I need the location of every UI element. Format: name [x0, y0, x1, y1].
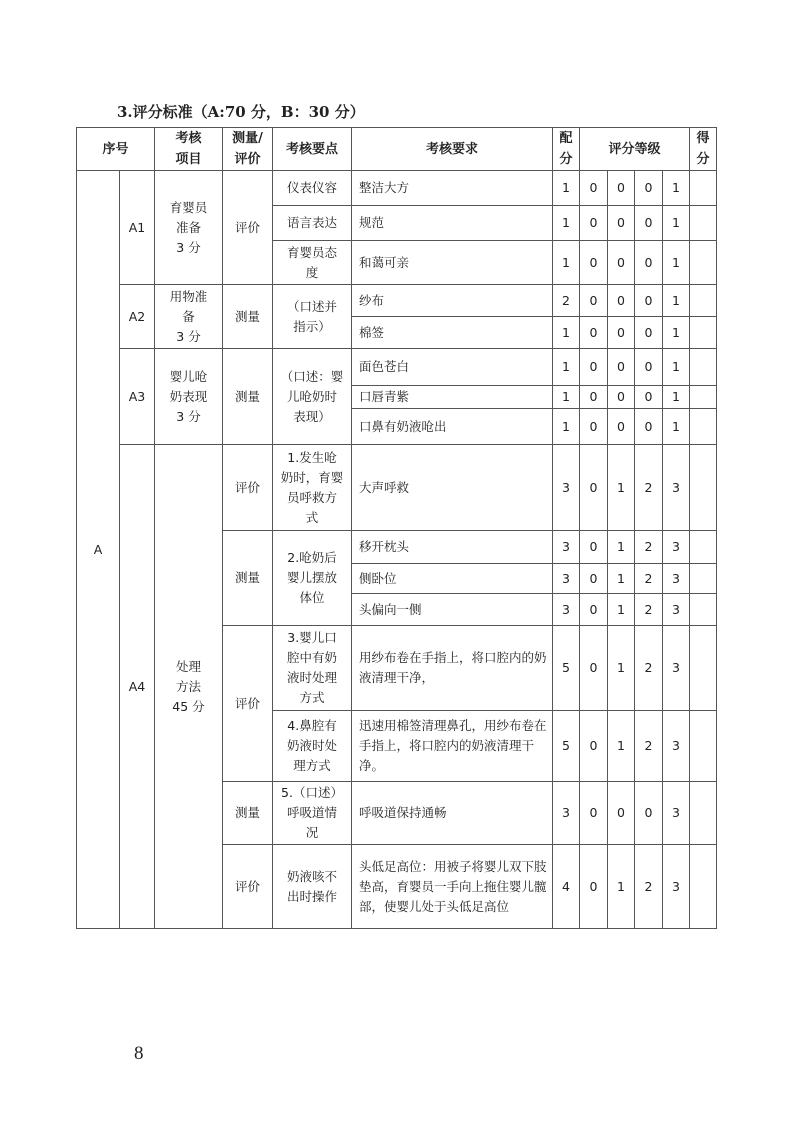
- score-cell: 1: [553, 386, 580, 409]
- grade-cell: 2: [635, 445, 663, 531]
- grade-cell: 0: [635, 285, 663, 317]
- grade-cell: 0: [635, 782, 663, 845]
- grade-cell: 3: [663, 626, 690, 711]
- grade-cell: 0: [635, 171, 663, 206]
- header-method: 测量/ 评价: [223, 128, 273, 171]
- score-cell: 1: [553, 409, 580, 445]
- point-cell: 育婴员态 度: [273, 241, 352, 285]
- point-cell: 3.婴儿口 腔中有奶 液时处理 方式: [273, 626, 352, 711]
- grade-cell: 0: [580, 626, 608, 711]
- grade-cell: 0: [608, 782, 635, 845]
- grade-cell: 2: [635, 711, 663, 782]
- grade-cell: 0: [580, 386, 608, 409]
- method-cell: 测量: [223, 782, 273, 845]
- grade-cell: 0: [580, 711, 608, 782]
- method-cell: 测量: [223, 285, 273, 349]
- grade-cell: 0: [580, 531, 608, 564]
- grade-cell: 2: [635, 845, 663, 929]
- point-cell: 1.发生呛 奶时，育婴 员呼救方 式: [273, 445, 352, 531]
- table-row: [77, 285, 717, 317]
- table-row: [77, 445, 717, 531]
- got-score-cell[interactable]: [690, 386, 717, 409]
- grade-cell: 0: [635, 409, 663, 445]
- score-cell: 2: [553, 285, 580, 317]
- grade-cell: 1: [608, 845, 635, 929]
- section-id: A4: [120, 445, 155, 929]
- method-cell: 评价: [223, 626, 273, 782]
- method-cell: 评价: [223, 445, 273, 531]
- grade-cell: 0: [608, 171, 635, 206]
- section-item: 婴儿呛 奶表现 3 分: [155, 349, 223, 445]
- grade-cell: 3: [663, 782, 690, 845]
- grade-cell: 1: [663, 241, 690, 285]
- group-cell: A: [77, 171, 120, 929]
- got-score-cell[interactable]: [690, 241, 717, 285]
- grade-cell: 0: [635, 241, 663, 285]
- grade-cell: 0: [580, 317, 608, 349]
- grade-cell: 0: [580, 349, 608, 386]
- got-score-cell[interactable]: [690, 317, 717, 349]
- section-title: 3.评分标准（A:70 分，B：30 分）: [117, 103, 365, 121]
- header-grade: 评分等级: [580, 128, 690, 171]
- requirement-cell: 头低足高位：用被子将婴儿双下肢垫高，育婴员一手向上拖住婴儿髋部，使婴儿处于头低足高位: [352, 845, 553, 929]
- header-row: [77, 128, 717, 171]
- got-score-cell[interactable]: [690, 445, 717, 531]
- grade-cell: 0: [580, 285, 608, 317]
- section-id: A2: [120, 285, 155, 349]
- method-cell: 测量: [223, 349, 273, 445]
- grade-cell: 0: [608, 285, 635, 317]
- section-item: 用物准 备 3 分: [155, 285, 223, 349]
- grade-cell: 1: [608, 531, 635, 564]
- requirement-cell: 侧卧位: [352, 564, 553, 594]
- grade-cell: 0: [580, 409, 608, 445]
- got-score-cell[interactable]: [690, 845, 717, 929]
- score-cell: 1: [553, 206, 580, 241]
- grade-cell: 0: [608, 317, 635, 349]
- score-cell: 3: [553, 445, 580, 531]
- requirement-cell: 面色苍白: [352, 349, 553, 386]
- header-seq: 序号: [77, 128, 155, 171]
- grade-cell: 2: [635, 626, 663, 711]
- grade-cell: 1: [663, 206, 690, 241]
- grade-cell: 2: [635, 531, 663, 564]
- grade-cell: 0: [580, 241, 608, 285]
- grade-cell: 1: [608, 564, 635, 594]
- point-cell: 2.呛奶后 婴儿摆放 体位: [273, 531, 352, 626]
- grade-cell: 1: [663, 349, 690, 386]
- requirement-cell: 用纱布卷在手指上，将口腔内的奶液清理干净，: [352, 626, 553, 711]
- requirement-cell: 纱布: [352, 285, 553, 317]
- got-score-cell[interactable]: [690, 564, 717, 594]
- score-cell: 1: [553, 349, 580, 386]
- score-cell: 1: [553, 317, 580, 349]
- grade-cell: 2: [635, 594, 663, 626]
- requirement-cell: 迅速用棉签清理鼻孔，用纱布卷在手指上，将口腔内的奶液清理干净。: [352, 711, 553, 782]
- section-id: A3: [120, 349, 155, 445]
- grade-cell: 3: [663, 711, 690, 782]
- header-item: 考核 项目: [155, 128, 223, 171]
- grade-cell: 1: [663, 317, 690, 349]
- grade-cell: 1: [663, 171, 690, 206]
- got-score-cell[interactable]: [690, 531, 717, 564]
- point-cell: 仪表仪容: [273, 171, 352, 206]
- got-score-cell[interactable]: [690, 171, 717, 206]
- score-cell: 5: [553, 626, 580, 711]
- point-cell: （口述：婴 儿呛奶时 表现）: [273, 349, 352, 445]
- got-score-cell[interactable]: [690, 349, 717, 386]
- got-score-cell[interactable]: [690, 626, 717, 711]
- requirement-cell: 呼吸道保持通畅: [352, 782, 553, 845]
- grade-cell: 1: [608, 711, 635, 782]
- requirement-cell: 规范: [352, 206, 553, 241]
- point-cell: 语言表达: [273, 206, 352, 241]
- requirement-cell: 口鼻有奶液呛出: [352, 409, 553, 445]
- point-cell: 5.（口述） 呼吸道情 况: [273, 782, 352, 845]
- got-score-cell[interactable]: [690, 285, 717, 317]
- grade-cell: 3: [663, 564, 690, 594]
- grade-cell: 0: [580, 594, 608, 626]
- grade-cell: 0: [635, 386, 663, 409]
- grade-cell: 2: [635, 564, 663, 594]
- grade-cell: 0: [635, 206, 663, 241]
- grade-cell: 1: [608, 445, 635, 531]
- method-cell: 评价: [223, 845, 273, 929]
- grade-cell: 0: [580, 845, 608, 929]
- requirement-cell: 整洁大方: [352, 171, 553, 206]
- grade-cell: 1: [663, 386, 690, 409]
- grade-cell: 0: [580, 171, 608, 206]
- point-cell: （口述并 指示）: [273, 285, 352, 349]
- got-score-cell[interactable]: [690, 711, 717, 782]
- grade-cell: 1: [608, 594, 635, 626]
- grade-cell: 0: [635, 317, 663, 349]
- requirement-cell: 口唇青紫: [352, 386, 553, 409]
- got-score-cell[interactable]: [690, 409, 717, 445]
- got-score-cell[interactable]: [690, 206, 717, 241]
- header-point: 考核要点: [273, 128, 352, 171]
- section-item: 处理 方法 45 分: [155, 445, 223, 929]
- score-cell: 3: [553, 564, 580, 594]
- score-cell: 3: [553, 594, 580, 626]
- grade-cell: 0: [635, 349, 663, 386]
- header-got: 得 分: [690, 128, 717, 171]
- section-item: 育婴员 准备 3 分: [155, 171, 223, 285]
- grade-cell: 1: [608, 626, 635, 711]
- got-score-cell[interactable]: [690, 782, 717, 845]
- grade-cell: 0: [580, 564, 608, 594]
- grade-cell: 0: [580, 206, 608, 241]
- header-score: 配 分: [553, 128, 580, 171]
- grade-cell: 1: [663, 409, 690, 445]
- grade-cell: 0: [580, 445, 608, 531]
- method-cell: 评价: [223, 171, 273, 285]
- requirement-cell: 棉签: [352, 317, 553, 349]
- score-cell: 4: [553, 845, 580, 929]
- header-requirement: 考核要求: [352, 128, 553, 171]
- grade-cell: 0: [580, 782, 608, 845]
- grade-cell: 0: [608, 241, 635, 285]
- grade-cell: 3: [663, 594, 690, 626]
- section-id: A1: [120, 171, 155, 285]
- requirement-cell: 大声呼救: [352, 445, 553, 531]
- got-score-cell[interactable]: [690, 594, 717, 626]
- score-cell: 3: [553, 531, 580, 564]
- method-cell: 测量: [223, 531, 273, 626]
- requirement-cell: 头偏向一侧: [352, 594, 553, 626]
- grade-cell: 1: [663, 285, 690, 317]
- grade-cell: 0: [608, 349, 635, 386]
- table-row: [77, 349, 717, 386]
- point-cell: 4.鼻腔有 奶液时处 理方式: [273, 711, 352, 782]
- score-cell: 1: [553, 241, 580, 285]
- requirement-cell: 和蔼可亲: [352, 241, 553, 285]
- point-cell: 奶液咳不 出时操作: [273, 845, 352, 929]
- grade-cell: 0: [608, 206, 635, 241]
- requirement-cell: 移开枕头: [352, 531, 553, 564]
- grade-cell: 0: [608, 409, 635, 445]
- grade-cell: 3: [663, 531, 690, 564]
- scoring-table: [76, 127, 717, 929]
- grade-cell: 3: [663, 845, 690, 929]
- page-number: 8: [134, 1043, 144, 1064]
- grade-cell: 0: [608, 386, 635, 409]
- score-cell: 3: [553, 782, 580, 845]
- score-cell: 1: [553, 171, 580, 206]
- grade-cell: 3: [663, 445, 690, 531]
- score-cell: 5: [553, 711, 580, 782]
- table-row: [77, 171, 717, 206]
